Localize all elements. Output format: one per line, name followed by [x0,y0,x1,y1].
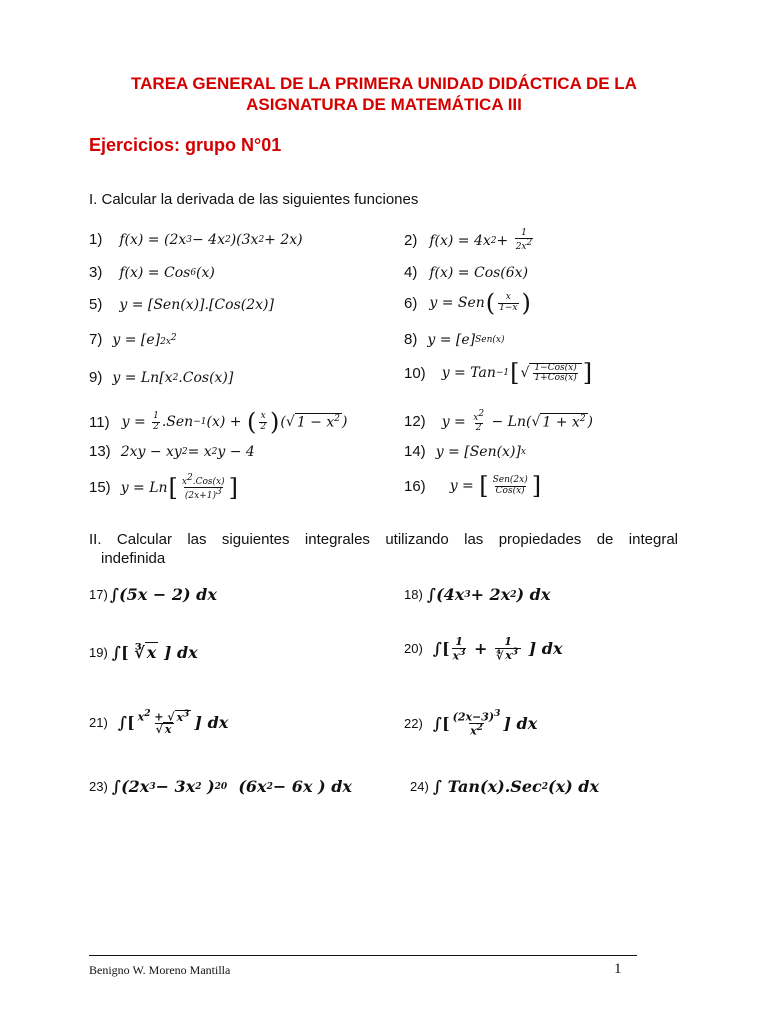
exercise-13 [89,443,255,460]
exercise-expression: y = [ $\frac{\text{Sen(2x)}}{\text{Cos(x)}}$ ] [449,472,542,500]
author-name: Benigno W. Moreno Mantilla [89,963,231,977]
exercise-number: 2) [404,232,418,250]
exercise-expression: y = $\frac{x^2}{2}$ − Ln( √ $1 + x^2$ ) [441,409,594,434]
exercise-expression: ∫[ $\frac{1}{x^3}$ + $\frac{1}{∜ x^3}$ ] dx [432,635,563,663]
exercise-10 [404,361,593,385]
exercise-1 [89,231,303,248]
exercise-number: 19) [89,644,108,660]
exercise-number: 3) [89,264,103,281]
exercise-number: 11) [89,413,110,431]
section-2-heading [89,530,678,568]
exercise-number: 4) [404,264,418,281]
exercise-expression: f(x) = 4x 2 + $\frac{1}{2x^2}$ [429,228,533,253]
exercise-2 [404,229,535,253]
exercise-number: 9) [89,369,103,386]
exercise-17 [89,585,217,604]
exercise-11 [89,410,347,434]
page-number: 1 [614,961,622,977]
exercise-expression: f(x) = Cos 6 (x) [119,264,215,281]
exercise-number: 6) [404,294,418,312]
exercise-22 [404,710,537,737]
exercise-number: 18) [404,587,423,602]
title-line-1: TAREA GENERAL DE LA PRIMERA UNIDAD DIDÁCTICA DE LA [131,74,637,93]
exercise-6 [404,291,532,315]
exercise-21 [89,710,228,736]
exercise-number: 23) [89,779,108,794]
exercise-expression: y = Ln [ $\frac{x^2.Cos(x)}{(2x+1)^3}$ ] [120,473,238,502]
exercise-expression: y = [e] $2x^2$ [112,331,177,348]
exercise-19 [89,642,198,662]
exercise-number: 16) [404,477,426,495]
exercise-number: 20) [404,641,423,657]
exercise-number: 10) [404,364,426,382]
exercise-number: 13) [89,443,111,460]
document-title [0,73,768,115]
exercise-20 [404,636,563,662]
exercise-expression: ∫ (4x 3 + 2x 2 ) dx [426,585,551,604]
exercise-expression: ∫[ $\frac{(2x-3)^3}{x^2}$ ] dx [432,709,538,738]
exercise-number: 14) [404,443,426,460]
exercise-9 [89,369,233,386]
exercise-number: 12) [404,413,426,431]
exercise-expression: ∫[ $\frac{x^2 + √ x^3}{√ x}$ ] dx [117,709,229,737]
section-2-heading-line-2: indefinida [101,550,166,567]
exercise-expression: y = [Sen(x)] x [435,443,526,460]
exercise-15 [89,474,239,502]
exercise-23 [89,777,352,796]
exercise-number: 8) [404,331,418,348]
exercise-14 [404,443,526,460]
section-1-heading: I. Calcular la derivada de las siguientes funciones [89,191,419,208]
exercise-12 [404,410,593,434]
exercise-expression: ∫ (5x − 2) dx [109,585,217,604]
exercise-expression: ∫ Tan(x).Sec 2 (x) dx [432,777,599,796]
exercise-expression: y = $\frac{1}{2}$ .Sen −1 (x) + ( $\frac{x}{2}$ ) ( √ $1 - x^2$ ) [121,408,348,436]
exercise-expression: ∫ (2x 3 − 3x 2 ) 20 (6x 2 − 6x ) dx [111,777,352,796]
exercise-number: 21) [89,715,108,731]
exercise-expression: y = [e] Sen(x) [427,331,505,348]
exercise-number: 7) [89,331,103,348]
footer-rule [89,955,637,956]
title-line-2: ASIGNATURA DE MATEMÁTICA III [246,95,522,114]
exercise-number: 24) [410,779,429,794]
exercise-16 [404,474,542,498]
exercise-expression: y = Tan −1 [ √ $\frac{\text{1−Cos(x)}}{\text{1+Cos(x)}}$ ] [441,359,593,387]
exercise-3 [89,264,215,281]
section-2-heading-line-1: II. Calcular las siguientes integrales utilizando las propiedades de integral [89,531,678,548]
exercise-24 [410,777,599,796]
exercise-expression: y = Sen ( $\frac{x}{1-x}$ ) [429,289,531,317]
exercise-8 [404,331,504,348]
exercise-number: 17) [89,587,108,602]
exercise-expression: f(x) = Cos(6x) [429,264,529,281]
exercise-expression: y = Ln[x 2 .Cos(x)] [112,369,234,386]
exercise-number: 22) [404,716,423,732]
exercise-18 [404,585,550,604]
exercise-4 [404,264,528,281]
exercise-expression: ∫[ ∛ x ] dx [111,642,198,662]
group-heading: Ejercicios: grupo N°01 [89,135,282,155]
exercise-expression: y = [Sen(x)].[Cos(2x)] [119,296,274,313]
exercise-expression: f(x) = (2x 3 − 4x 2 )(3x 2 + 2x) [119,231,303,248]
exercise-number: 15) [89,479,111,497]
exercise-number: 5) [89,296,103,313]
exercise-5 [89,296,274,313]
exercise-number: 1) [89,231,103,248]
exercise-7 [89,331,177,348]
exercise-expression: 2xy − xy 2 = x 2 y − 4 [120,443,255,460]
